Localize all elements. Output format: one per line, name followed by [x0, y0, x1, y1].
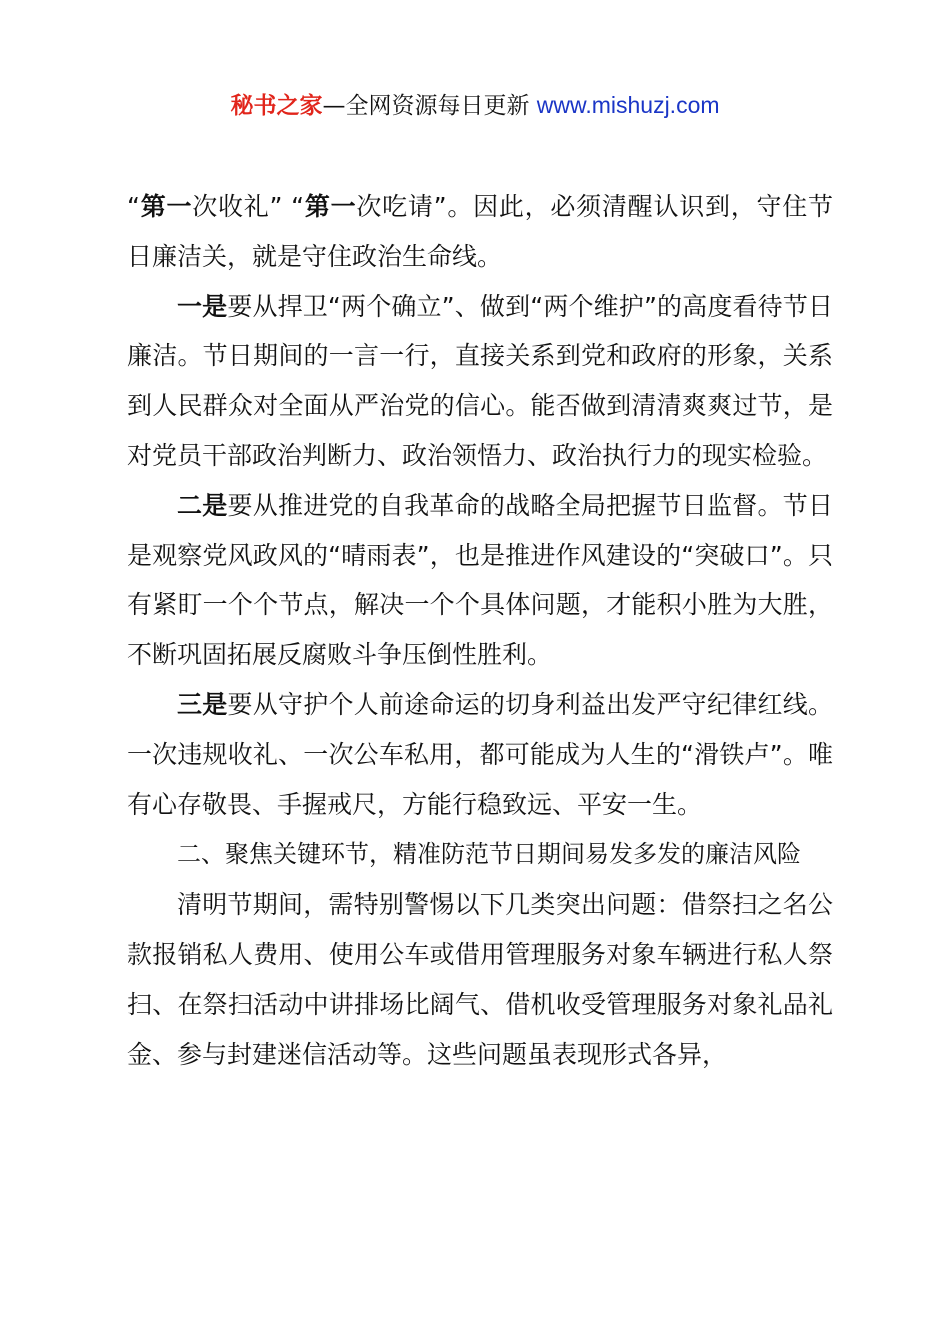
bold-segment: 第一 — [304, 192, 357, 221]
text-segment: “ — [127, 192, 140, 221]
site-slogan: —全网资源每日更新 — [322, 93, 537, 119]
document-body — [127, 182, 833, 1079]
paragraph-lead: 三是 — [177, 689, 228, 719]
site-brand: 秘书之家 — [230, 93, 323, 119]
paragraph-text: 要从推进党的自我革命的战略全局把握节日监督。节日是观察党风政风的“晴雨表”，也是推进作风建设的“突破口”。只有紧盯一个个节点，解决一个个具体问题，才能积小胜为大胜，不断巩固拓展反腐败斗争压倒性胜利。 — [127, 490, 833, 670]
paragraph-point-1 — [127, 282, 833, 481]
paragraph-point-2 — [127, 481, 833, 680]
site-url-link[interactable]: www.mishuzj.com — [536, 92, 720, 118]
section-heading-text: 二、聚焦关键环节，精准防范节日期间易发多发的廉洁风险 — [177, 840, 801, 869]
paragraph-lead: 一是 — [177, 291, 228, 321]
site-header — [0, 88, 950, 123]
text-segment: 次吃请”。因此，必须清醒认识到，守住节日廉洁关，就是守住政治生命线。 — [127, 192, 833, 271]
paragraph-text: 要从捍卫“两个确立”、做到“两个维护”的高度看待节日廉洁。节日期间的一言一行，直接关系到党和政府的形象，关系到人民群众对全面从严治党的信心。能否做到清清爽爽过节，是对党员干部政治判断力、政治领悟力、政治执行力的现实检验。 — [127, 291, 833, 470]
section-heading — [127, 829, 833, 880]
paragraph-continued — [127, 182, 833, 282]
bold-segment: 第一 — [139, 192, 193, 221]
paragraph-point-3 — [127, 680, 833, 829]
paragraph-body — [127, 880, 833, 1079]
paragraph-text: 清明节期间，需特别警惕以下几类突出问题：借祭扫之名公款报销私人费用、使用公车或借用管理服务对象车辆进行私人祭扫、在祭扫活动中讲排场比阔气、借机收受管理服务对象礼品礼金、参与封建迷信活动等。这些问题虽表现形式各异， — [127, 890, 833, 1069]
paragraph-text: 要从守护个人前途命运的切身利益出发严守纪律红线。一次违规收礼、一次公车私用，都可能成为人生的“滑铁卢”。唯有心存敬畏、手握戒尺，方能行稳致远、平安一生。 — [127, 689, 833, 819]
text-segment: 次收礼” “ — [192, 192, 305, 221]
paragraph-lead: 二是 — [177, 490, 228, 520]
